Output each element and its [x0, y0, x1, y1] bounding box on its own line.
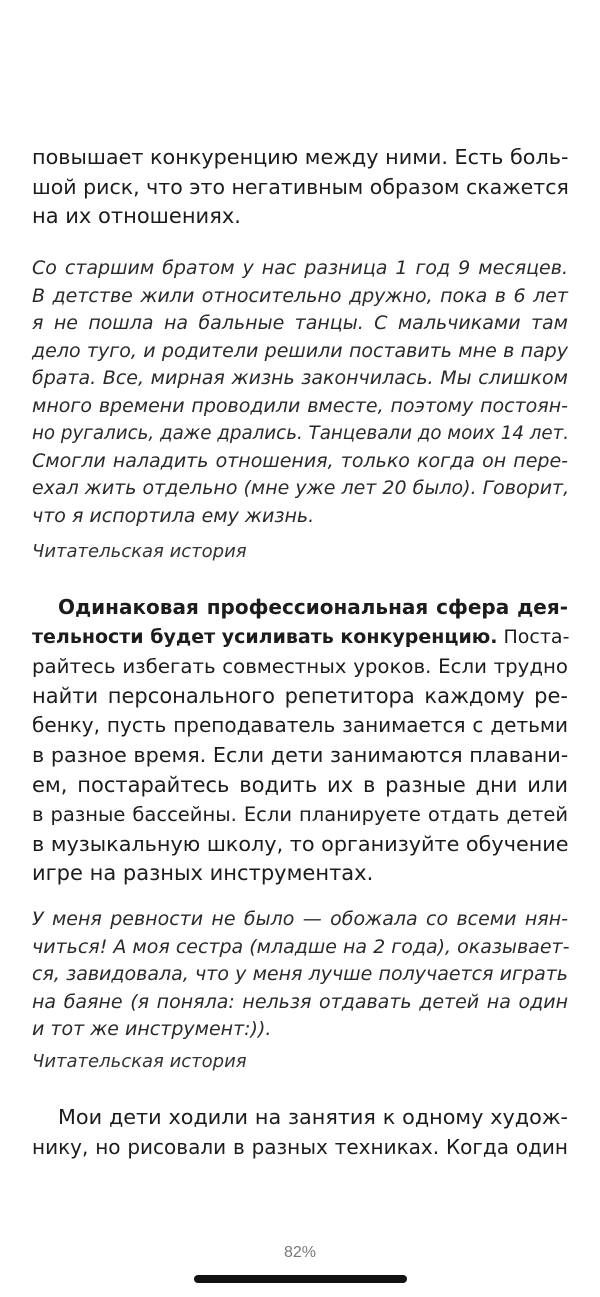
paragraph-2 — [32, 593, 568, 889]
quote-line: много времени проводили вместе, поэтому постоян- — [32, 394, 568, 417]
quote-line: на баяне (я поняла: нельзя отдавать детей на один — [32, 990, 568, 1013]
text-line: на их отношениях. — [32, 204, 241, 229]
quote-line: ся, завидовала, что у меня лучше получается играть — [32, 963, 568, 985]
text-line: нику, но рисовали в разных техниках. Когда один — [32, 1134, 568, 1159]
text-line: найти персонального репетитора каждому ре- — [32, 683, 568, 708]
line-continuation: Поста- — [497, 625, 570, 648]
paragraph-1 — [32, 143, 568, 232]
text-line: шой риск, что это негативным образом скажется — [32, 174, 569, 199]
reader-story-quote-1 — [32, 255, 568, 530]
reader-story-quote-2 — [32, 906, 568, 1044]
bold-lead-line: Одинаковая профессиональная сфера дея- — [58, 595, 568, 619]
home-indicator[interactable] — [194, 1275, 407, 1283]
quote-caption: Читательская история — [32, 1051, 247, 1072]
quote-line: Смогли наладить отношения, только когда он пере- — [32, 449, 568, 472]
quote-line: ехал жить отдельно (мне уже лет 20 было). Говорит, — [32, 477, 570, 499]
mixed-line — [32, 623, 568, 653]
text-line: повышает конкуренцию между ними. Есть боль- — [32, 145, 569, 169]
quote-line: дело туго, и родители решили поставить мне в пару — [32, 339, 568, 362]
text-line: игре на разных инструментах. — [32, 861, 374, 886]
text-line: в разное время. Если дети занимаются плавани- — [32, 742, 569, 767]
quote-line: брата. Все, мирная жизнь закончилась. Мы слишком — [32, 367, 568, 389]
quote-line: но ругались, даже дрались. Танцевали до моих 14 лет. — [32, 423, 570, 444]
quote-caption: Читательская история — [32, 541, 247, 562]
quote-line: Со старшим братом у нас разница 1 год 9 месяцев. — [32, 257, 568, 279]
paragraph-3 — [32, 1103, 568, 1162]
quote-line: я не пошла на бальные танцы. С мальчиками там — [32, 312, 568, 334]
quote-line: В детстве жили относительно дружно, пока в 6 лет — [32, 284, 568, 307]
text-line: в музыкальную школу, то организуйте обучение — [32, 831, 569, 856]
text-line: райтесь избегать совместных уроков. Если трудно — [32, 655, 568, 679]
text-line: бенку, пусть преподаватель занимается с детьми — [32, 713, 568, 738]
bold-lead-text: тельности будет усиливать конкуренцию. — [32, 625, 498, 648]
quote-line: и тот же инструмент:)). — [32, 1018, 272, 1040]
quote-line: читься! А моя сестра (младше на 2 года), оказывает- — [32, 935, 570, 958]
reading-progress: 82% — [283, 1244, 317, 1261]
text-line: ем, постарайтесь водить их в разные дни или — [32, 772, 568, 797]
quote-line: У меня ревности не было — обожала со всеми нян- — [32, 908, 568, 930]
text-line: в разные бассейны. Если планируете отдать детей — [32, 803, 568, 827]
quote-line: что я испортила ему жизнь. — [32, 504, 315, 527]
text-line: Мои дети ходили на занятия к одному худож- — [58, 1105, 568, 1129]
